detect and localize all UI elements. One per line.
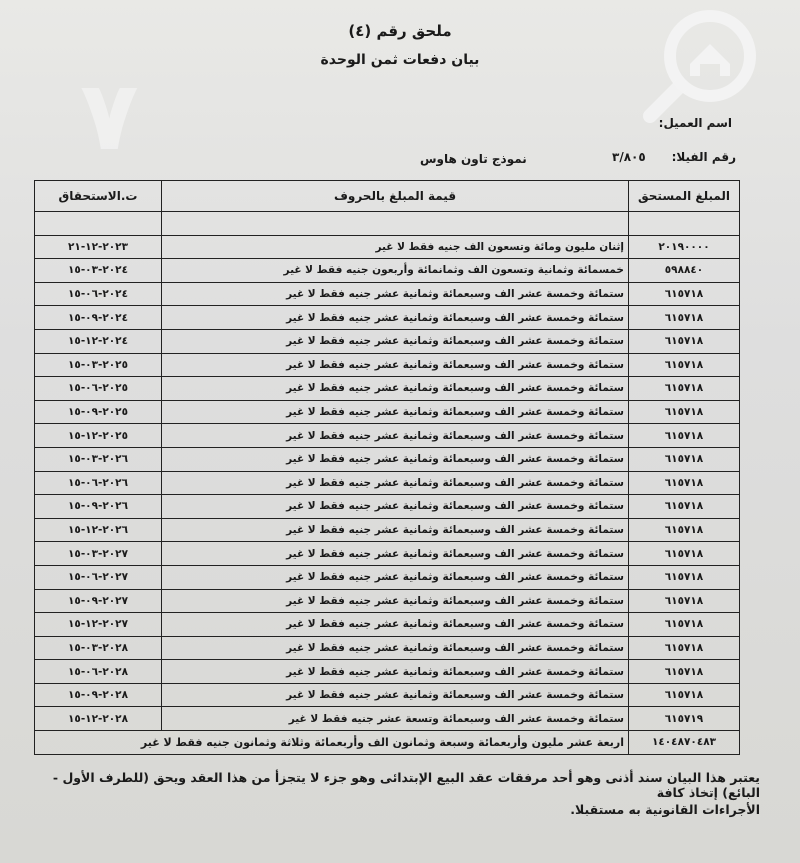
table-row [35,329,740,353]
row-words: ستمائة وخمسة عشر الف وسبعمائة وتسعة عشر جنيه فقط لا غير [162,707,629,731]
row-date: ٢٠٢٥-١٢-١٥ [35,424,162,448]
row-date: ٢٠٢٤-٠٦-١٥ [35,282,162,306]
table-row [35,636,740,660]
table-row [35,353,740,377]
row-amount: ٦١٥٧١٨ [629,636,740,660]
row-amount: ٦١٥٧١٨ [629,353,740,377]
table-row [35,613,740,637]
table-row [35,471,740,495]
table-row [35,660,740,684]
table-row [35,589,740,613]
row-date: ٢٠٢٧-٠٩-١٥ [35,589,162,613]
row-date: ٢٠٢٧-٠٣-١٥ [35,542,162,566]
villa-model: نموذج تاون هاوس [420,152,527,166]
row-date: ٢٠٢٨-٠٩-١٥ [35,683,162,707]
row-amount: ٦١٥٧١٨ [629,424,740,448]
table-row [35,565,740,589]
row-words: ستمائة وخمسة عشر الف وسبعمائة وثمانية عشر جنيه فقط لا غير [162,683,629,707]
row-date: ٢٠٢٦-٠٩-١٥ [35,495,162,519]
row-amount: ٦١٥٧١٨ [629,447,740,471]
row-date: ٢٠٢٥-٠٦-١٥ [35,377,162,401]
total-row [35,731,740,755]
table-row [35,259,740,283]
table-row [35,518,740,542]
row-amount: ٦١٥٧١٨ [629,495,740,519]
header-words: قيمة المبلغ بالحروف [162,181,629,212]
header-amount: المبلغ المستحق [629,181,740,212]
row-words: ستمائة وخمسة عشر الف وسبعمائة وثمانية عشر جنيه فقط لا غير [162,306,629,330]
row-amount: ٦١٥٧١٨ [629,613,740,637]
row-words: ستمائة وخمسة عشر الف وسبعمائة وثمانية عشر جنيه فقط لا غير [162,282,629,306]
page-number-watermark: ٧ [80,60,139,172]
row-words: ستمائة وخمسة عشر الف وسبعمائة وثمانية عشر جنيه فقط لا غير [162,636,629,660]
table-row [35,306,740,330]
row-date: ٢٠٢٨-٠٣-١٥ [35,636,162,660]
row-amount: ٦١٥٧١٨ [629,306,740,330]
row-words: ستمائة وخمسة عشر الف وسبعمائة وثمانية عشر جنيه فقط لا غير [162,613,629,637]
row-words: إثنان مليون ومائة وتسعون الف جنيه فقط لا غير [162,235,629,259]
row-date: ٢٠٢٧-٠٦-١٥ [35,565,162,589]
row-date: ٢٠٢٨-٠٦-١٥ [35,660,162,684]
row-words: ستمائة وخمسة عشر الف وسبعمائة وثمانية عشر جنيه فقط لا غير [162,495,629,519]
row-date: ٢٠٢٤-١٢-١٥ [35,329,162,353]
row-words: ستمائة وخمسة عشر الف وسبعمائة وثمانية عشر جنيه فقط لا غير [162,377,629,401]
row-amount: ٦١٥٧١٨ [629,565,740,589]
annex-subtitle: بيان دفعات ثمن الوحدة [320,52,480,68]
row-words: ستمائة وخمسة عشر الف وسبعمائة وثمانية عشر جنيه فقط لا غير [162,518,629,542]
table-row [35,400,740,424]
row-date: ٢٠٢٤-٠٩-١٥ [35,306,162,330]
annex-title: ملحق رقم (٤) [348,22,452,40]
table-row [35,282,740,306]
table-row [35,424,740,448]
row-date: ٢٠٢٦-٠٦-١٥ [35,471,162,495]
row-words: خمسمائة وثمانية وتسعون الف وثمانمائة وأربعون جنيه فقط لا غير [162,259,629,283]
row-words: ستمائة وخمسة عشر الف وسبعمائة وثمانية عشر جنيه فقط لا غير [162,424,629,448]
row-date: ٢٠٢٧-١٢-١٥ [35,613,162,637]
row-date: ٢٠٢٥-٠٩-١٥ [35,400,162,424]
header-date: ت.الاستحقاق [35,181,162,212]
row-words: ستمائة وخمسة عشر الف وسبعمائة وثمانية عشر جنيه فقط لا غير [162,400,629,424]
table-row [35,542,740,566]
table-header-row [35,181,740,212]
row-date: ٢٠٢٦-٠٣-١٥ [35,447,162,471]
table-row [35,447,740,471]
row-date: ٢٠٢٦-١٢-١٥ [35,518,162,542]
villa-number: ٣/٨٠٥ [612,150,646,164]
row-words: ستمائة وخمسة عشر الف وسبعمائة وثمانية عشر جنيه فقط لا غير [162,542,629,566]
table-row [35,495,740,519]
row-words: ستمائة وخمسة عشر الف وسبعمائة وثمانية عشر جنيه فقط لا غير [162,660,629,684]
row-amount: ٦١٥٧١٨ [629,282,740,306]
row-amount: ٦١٥٧١٨ [629,683,740,707]
total-words: اربعة عشر مليون وأربعمائة وسبعة وثمانون الف وأربعمائة وثلاثة وثمانون جنيه فقط لا غير [35,731,629,755]
row-words: ستمائة وخمسة عشر الف وسبعمائة وثمانية عشر جنيه فقط لا غير [162,447,629,471]
client-label: اسم العميل: [658,116,732,130]
villa-label: رقم الفيلا: [671,150,736,164]
row-words: ستمائة وخمسة عشر الف وسبعمائة وثمانية عشر جنيه فقط لا غير [162,353,629,377]
footer-note-line2: الأجراءات القانونية به مستقبلا. [570,802,760,817]
row-date: ٢٠٢٨-١٢-١٥ [35,707,162,731]
table-row [35,683,740,707]
row-amount: ٦١٥٧١٨ [629,660,740,684]
row-amount: ٦١٥٧١٨ [629,518,740,542]
row-amount: ٦١٥٧١٩ [629,707,740,731]
footer-note-line1: يعتبر هذا البيان سند أذنى وهو أحد مرفقات عقد البيع الإبتدائى وهو جزء لا يتجزأ من هذا العقد ويحق (للطرف الأول - البائع) إتخاذ كافة [52,770,760,800]
table-row [35,235,740,259]
row-words: ستمائة وخمسة عشر الف وسبعمائة وثمانية عشر جنيه فقط لا غير [162,565,629,589]
row-words: ستمائة وخمسة عشر الف وسبعمائة وثمانية عشر جنيه فقط لا غير [162,329,629,353]
row-amount: ٦١٥٧١٨ [629,329,740,353]
row-amount: ٦١٥٧١٨ [629,400,740,424]
row-words: ستمائة وخمسة عشر الف وسبعمائة وثمانية عشر جنيه فقط لا غير [162,589,629,613]
row-date: ٢٠٢٥-٠٣-١٥ [35,353,162,377]
header-gap [35,212,740,236]
payments-table [34,180,740,755]
row-amount: ٦١٥٧١٨ [629,589,740,613]
row-amount: ٥٩٨٨٤٠ [629,259,740,283]
total-amount: ١٤٠٤٨٧٠٤٨٣ [629,731,740,755]
row-amount: ٦١٥٧١٨ [629,471,740,495]
table-row [35,707,740,731]
row-date: ٢٠٢٤-٠٣-١٥ [35,259,162,283]
row-amount: ٢٠١٩٠٠٠٠ [629,235,740,259]
row-words: ستمائة وخمسة عشر الف وسبعمائة وثمانية عشر جنيه فقط لا غير [162,471,629,495]
row-amount: ٦١٥٧١٨ [629,542,740,566]
row-date: ٢٠٢٣-١٢-٢١ [35,235,162,259]
table-row [35,377,740,401]
row-amount: ٦١٥٧١٨ [629,377,740,401]
